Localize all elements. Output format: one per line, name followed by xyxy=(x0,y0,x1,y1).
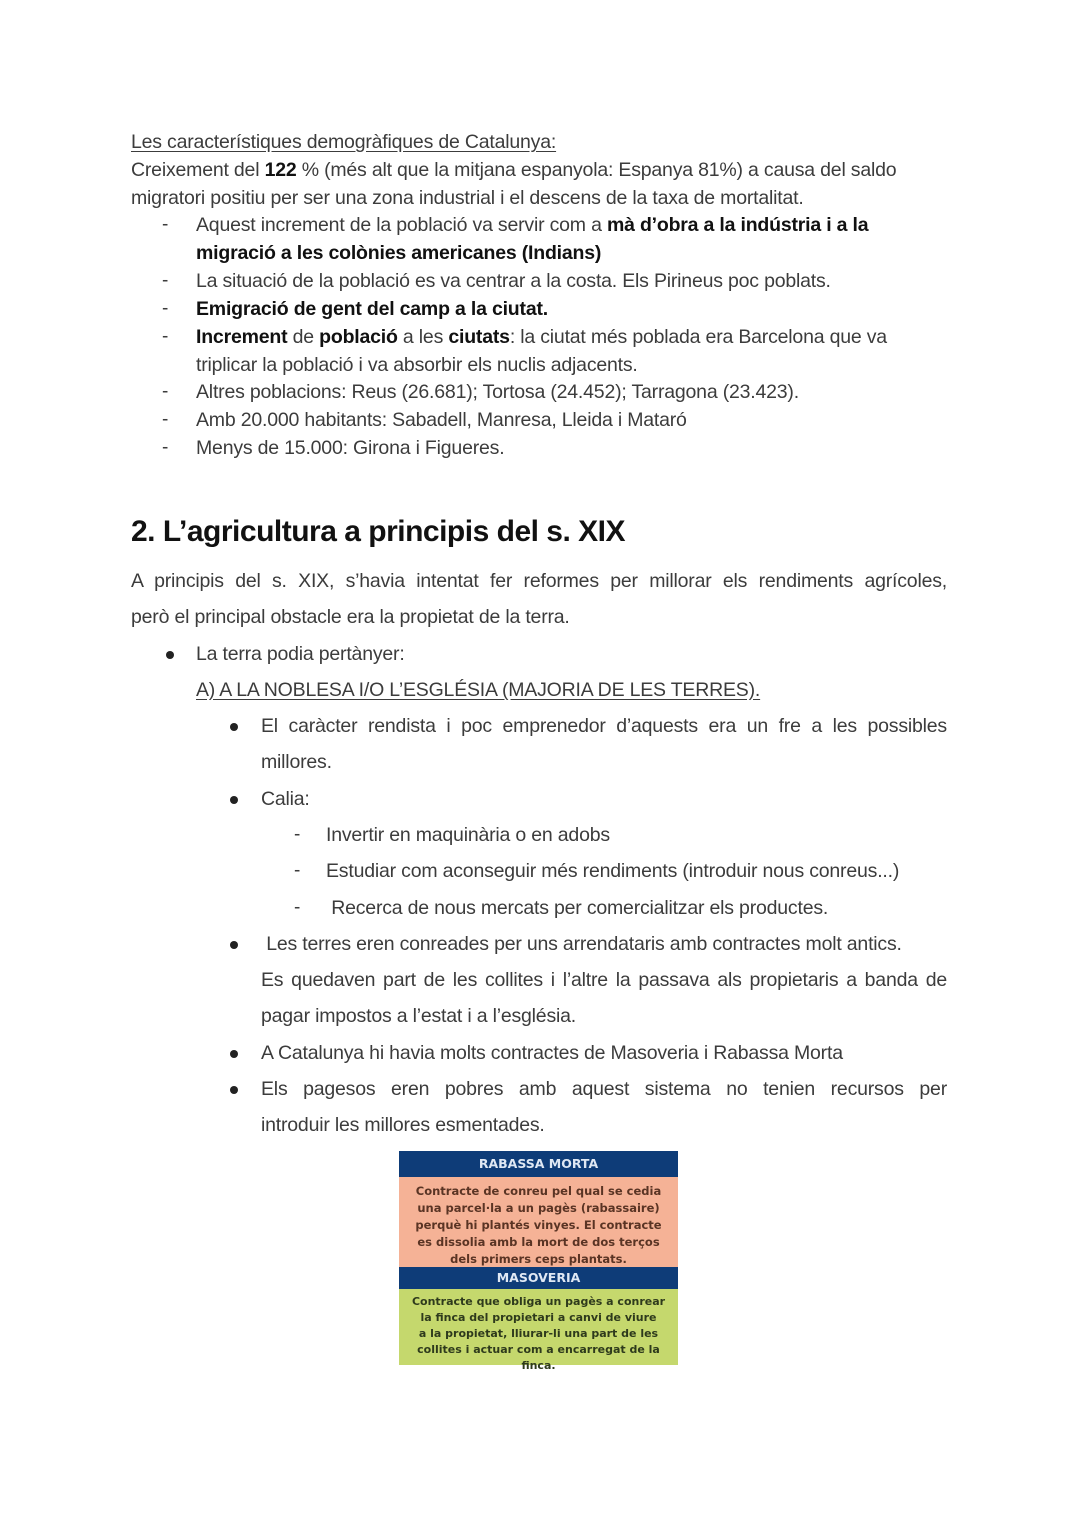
dash-bullet: - xyxy=(162,326,169,347)
masoveria-header: MASOVERIA xyxy=(399,1267,678,1289)
dash-bullet: - xyxy=(162,381,169,402)
list-item-text: de xyxy=(287,326,320,348)
list-item-continuation: triplicar la població i va absorbir els nuclis adjacents. xyxy=(196,354,638,376)
list-item-text: a les xyxy=(397,326,449,348)
sub-list-item: Recerca de nous mercats per comercialitzar els productes. xyxy=(326,897,829,919)
masoveria-description xyxy=(399,1289,678,1372)
sub-list-item: Estudiar com aconseguir més rendiments (introduir nous conreus...) xyxy=(326,860,900,882)
list-item-bold: població xyxy=(319,326,398,348)
list-item-bold: Increment xyxy=(196,326,288,348)
contracts-infobox xyxy=(399,1151,678,1372)
sub-list-item: Invertir en maquinària o en adobs xyxy=(326,824,610,846)
list-item: La terra podia pertànyer: xyxy=(196,643,405,665)
dash-bullet: - xyxy=(162,270,169,291)
list-item-continuation xyxy=(196,242,601,265)
bullet-dot-icon xyxy=(166,651,174,659)
growth-percentage: 122 xyxy=(264,159,297,181)
dash-bullet: - xyxy=(294,860,301,881)
list-item-continuation: millores. xyxy=(261,751,332,773)
list-item: Menys de 15.000: Girona i Figueres. xyxy=(196,437,505,459)
rabassa-morta-header: RABASSA MORTA xyxy=(399,1151,678,1177)
dash-bullet: - xyxy=(162,437,169,458)
description-line: la finca del propietari a canvi de viure xyxy=(420,1311,657,1324)
list-item-bold: mà d’obra a la indústria i a la xyxy=(606,214,869,236)
list-item-continuation: pagar impostos a l’estat i a l’església. xyxy=(261,1005,576,1027)
rabassa-morta-description xyxy=(399,1177,678,1267)
description-line: dels primers ceps plantats. xyxy=(450,1252,627,1266)
dash-bullet: - xyxy=(294,897,301,918)
list-item xyxy=(196,298,548,321)
intro-paragraph-line2: migratori positiu per ser una zona industrial i el descens de la taxa de mortalitat. xyxy=(131,187,804,209)
section-subtitle: Les característiques demogràfiques de Catalunya: xyxy=(131,131,557,153)
list-item-bold: Emigració de gent del camp a la ciutat. xyxy=(196,298,548,320)
list-item xyxy=(196,214,868,237)
section-intro-line1: A principis del s. XIX, s’havia intentat fer reformes per millorar els rendiments agrícoles, xyxy=(131,570,947,592)
list-item-continuation: introduir les millores esmentades. xyxy=(261,1114,545,1136)
list-item: La situació de la població es va centrar a la costa. Els Pirineus poc poblats. xyxy=(196,270,831,292)
description-line: Contracte que obliga un pagès a conrear xyxy=(411,1295,666,1308)
section-intro-line2: però el principal obstacle era la propietat de la terra. xyxy=(131,606,570,628)
intro-text: Creixement del xyxy=(131,159,265,181)
description-line: es dissolia amb la mort de dos terços xyxy=(417,1235,660,1249)
description-line: Contracte de conreu pel qual se cedia xyxy=(415,1184,662,1198)
list-item-bold: ciutats xyxy=(448,326,510,348)
sub-heading: A) A LA NOBLESA I/O L’ESGLÉSIA (MAJORIA DE LES TERRES). xyxy=(196,679,761,701)
description-line: collites i actuar com a encarregat de la finca. xyxy=(417,1343,660,1372)
list-item-text: : la ciutat més poblada era Barcelona que va xyxy=(509,326,887,348)
bullet-dot-icon xyxy=(230,1050,238,1058)
intro-paragraph-line1 xyxy=(131,159,896,182)
bullet-dot-icon xyxy=(230,1086,238,1094)
list-item: A Catalunya hi havia molts contractes de Masoveria i Rabassa Morta xyxy=(261,1042,843,1064)
section-heading: 2. L’agricultura a principis del s. XIX xyxy=(131,515,626,548)
description-line: una parcel·la a un pagès (rabassaire) xyxy=(417,1201,660,1215)
intro-text: % (més alt que la mitjana espanyola: Espanya 81%) a causa del saldo xyxy=(296,159,897,181)
list-item xyxy=(196,326,887,349)
list-item: El caràcter rendista i poc emprenedor d’aquests era un fre a les possibles xyxy=(261,715,947,737)
list-item: Amb 20.000 habitants: Sabadell, Manresa, Lleida i Mataró xyxy=(196,409,687,431)
list-item: Les terres eren conreades per uns arrendataris amb contractes molt antics. xyxy=(261,933,902,955)
list-item: Altres poblacions: Reus (26.681); Tortosa (24.452); Tarragona (23.423). xyxy=(196,381,799,403)
bullet-dot-icon xyxy=(230,796,238,804)
bullet-dot-icon xyxy=(230,941,238,949)
list-item-continuation: Es quedaven part de les collites i l’altre la passava als propietaris a banda de xyxy=(261,969,947,991)
dash-bullet: - xyxy=(162,214,169,235)
list-item: Calia: xyxy=(261,788,310,810)
description-line: a la propietat, lliurar-li una part de les xyxy=(418,1327,659,1340)
dash-bullet: - xyxy=(294,824,301,845)
list-item: Els pagesos eren pobres amb aquest sistema no tenien recursos per xyxy=(261,1078,947,1100)
dash-bullet: - xyxy=(162,298,169,319)
dash-bullet: - xyxy=(162,409,169,430)
bullet-dot-icon xyxy=(230,723,238,731)
list-item-text: Aquest increment de la població va servir com a xyxy=(196,214,607,236)
list-item-bold: migració a les colònies americanes (Indians) xyxy=(196,242,602,264)
description-line: perquè hi plantés vinyes. El contracte xyxy=(415,1218,662,1232)
